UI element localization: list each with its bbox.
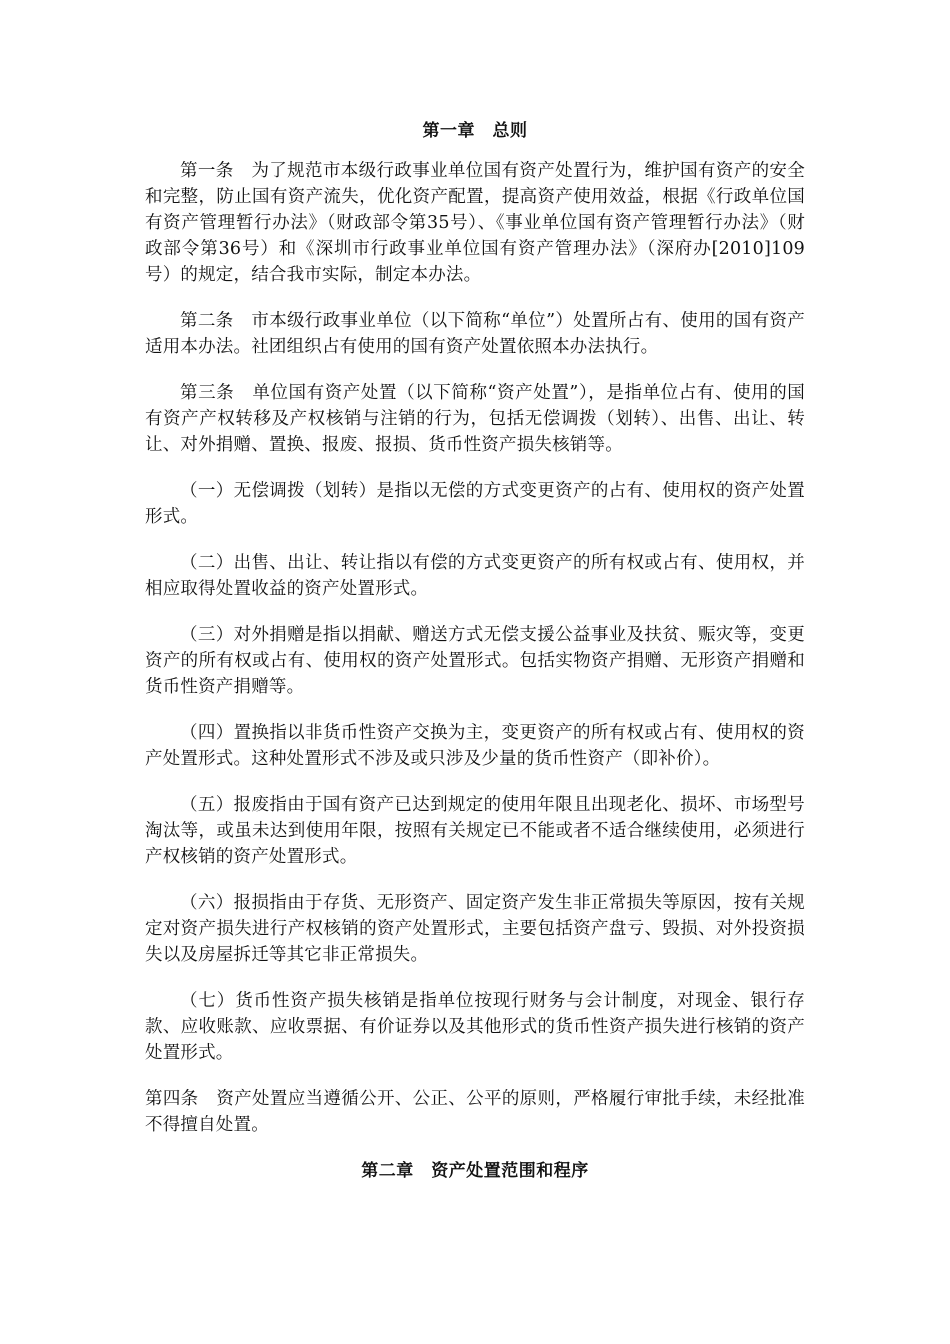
article-4: 第四条 资产处置应当遵循公开、公正、公平的原则，严格履行审批手续，未经批准不得擅自处置。	[145, 1089, 805, 1135]
article-1: 第一条 为了规范市本级行政事业单位国有资产处置行为，维护国有资产的安全和完整，防止国有资产流失，优化资产配置，提高资产使用效益，根据《行政单位国有资产管理暂行办法》（财政部令第35号）、《事业单位国有资产管理暂行办法》（财政部令第36号）和《深圳市行政事业单位国有资产管理办法》（深府办[2010]109号）的规定，结合我市实际，制定本办法。	[145, 161, 805, 285]
clause-5-scrapping: （五）报废指由于国有资产已达到规定的使用年限且出现老化、损坏、市场型号淘汰等，或虽未达到使用年限，按照有关规定已不能或者不适合继续使用，必须进行产权核销的资产处置形式。	[145, 795, 805, 867]
clause-3-donation: （三）对外捐赠是指以捐献、赠送方式无偿支援公益事业及扶贫、赈灾等，变更资产的所有权或占有、使用权的资产处置形式。包括实物资产捐赠、无形资产捐赠和货币性资产捐赠等。	[145, 625, 805, 697]
article-3: 第三条 单位国有资产处置（以下简称“资产处置”），是指单位占有、使用的国有资产产权转移及产权核销与注销的行为，包括无偿调拨（划转）、出售、出让、转让、对外捐赠、置换、报废、报损、货币性资产损失核销等。	[145, 383, 805, 455]
chapter-1-title: 第一章 总则	[422, 121, 528, 141]
clause-7-write-off: （七）货币性资产损失核销是指单位按现行财务与会计制度，对现金、银行存款、应收账款、应收票据、有价证券以及其他形式的货币性资产损失进行核销的资产处置形式。	[145, 991, 805, 1063]
chapter-2-title: 第二章 资产处置范围和程序	[361, 1161, 589, 1181]
clause-1-allocation: （一）无偿调拨（划转）是指以无偿的方式变更资产的占有、使用权的资产处置形式。	[145, 481, 805, 527]
document-page	[145, 118, 805, 1184]
clause-4-exchange: （四）置换指以非货币性资产交换为主，变更资产的所有权或占有、使用权的资产处置形式。这种处置形式不涉及或只涉及少量的货币性资产（即补价）。	[145, 723, 805, 769]
article-2: 第二条 市本级行政事业单位（以下简称“单位”）处置所占有、使用的国有资产适用本办法。社团组织占有使用的国有资产处置依照本办法执行。	[145, 311, 805, 357]
clause-2-sale: （二）出售、出让、转让指以有偿的方式变更资产的所有权或占有、使用权，并相应取得处置收益的资产处置形式。	[145, 553, 805, 599]
clause-6-loss: （六）报损指由于存货、无形资产、固定资产发生非正常损失等原因，按有关规定对资产损失进行产权核销的资产处置形式，主要包括资产盘亏、毁损、对外投资损失以及房屋拆迁等其它非正常损失。	[145, 893, 805, 965]
